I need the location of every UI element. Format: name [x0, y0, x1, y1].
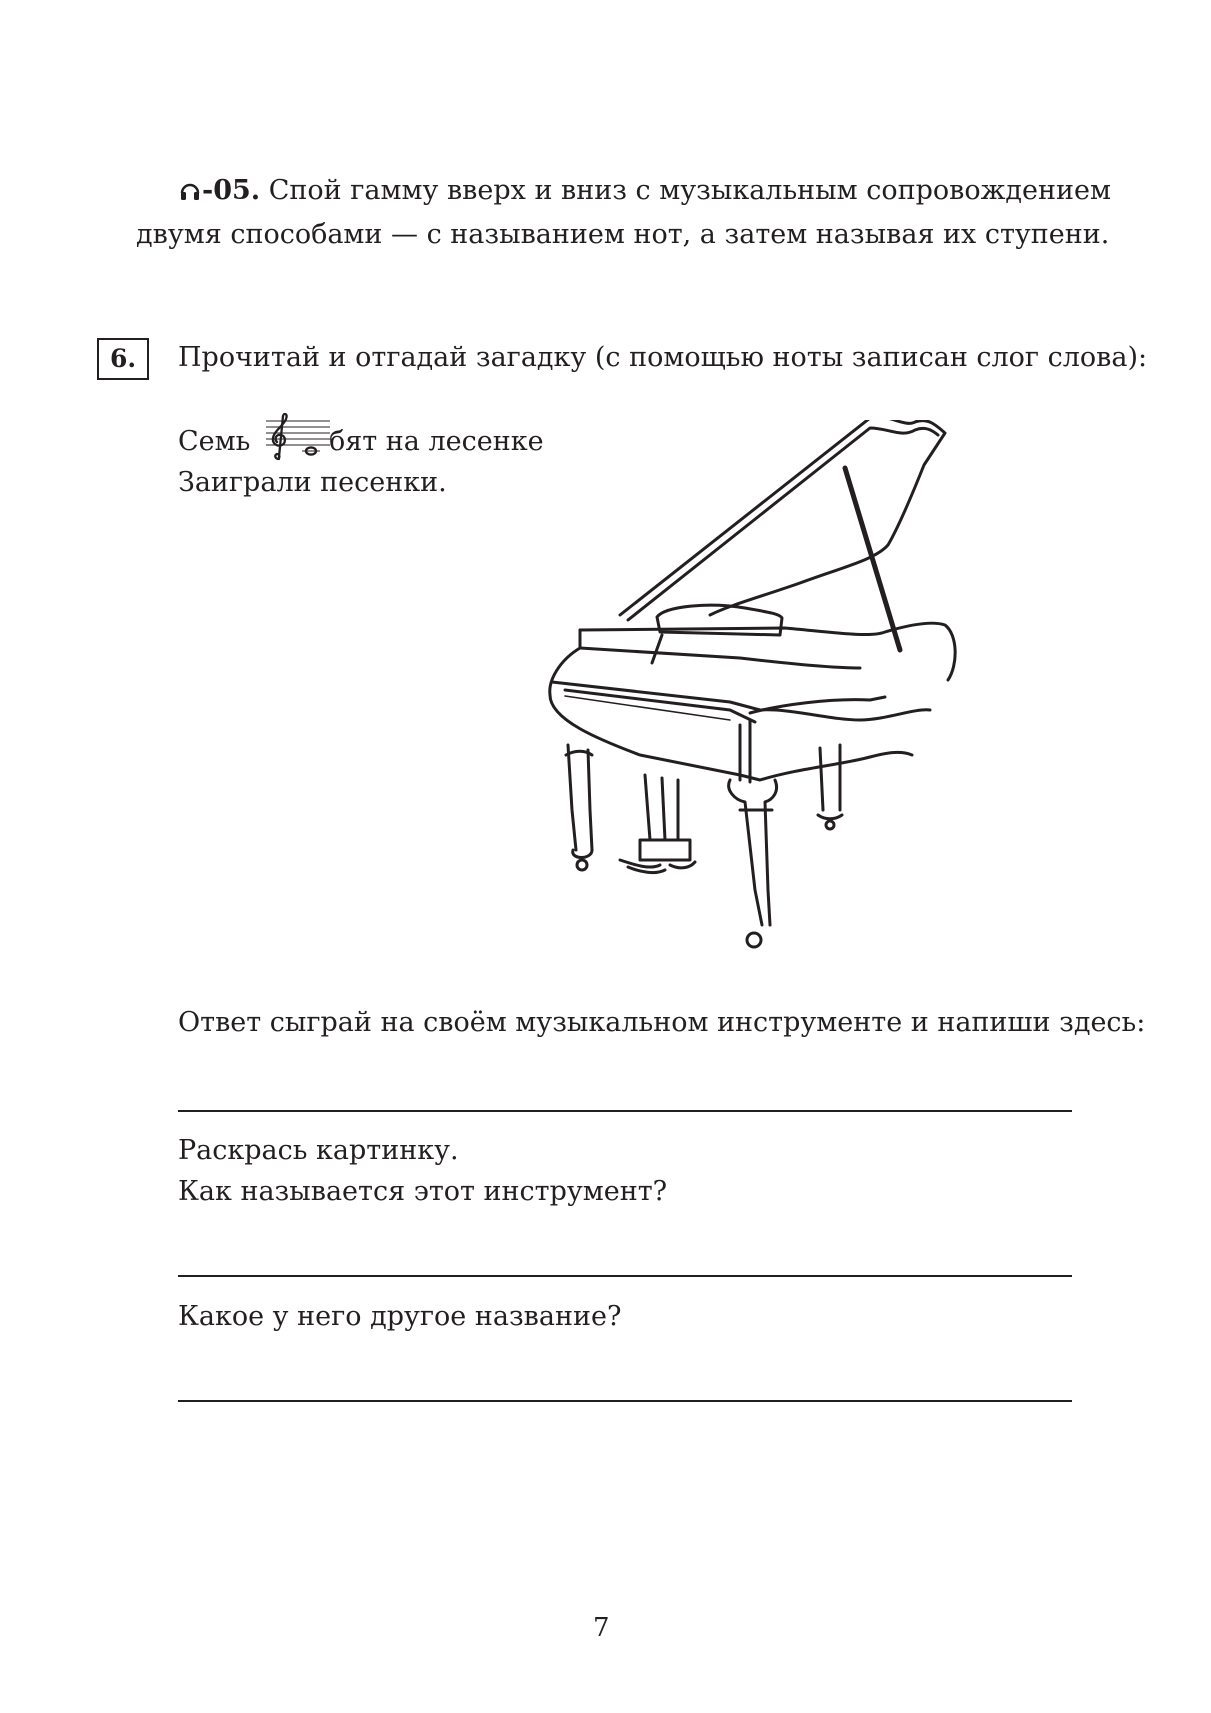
answer-line-1[interactable]: [178, 1110, 1072, 1112]
intro-text-1: Спой гамму вверх и вниз с музыкальным сопровождением: [260, 175, 1112, 206]
riddle-line-1-end: бят на лесенке: [329, 426, 544, 457]
headphones-icon: [179, 174, 201, 214]
intro-line-1: [179, 171, 1112, 214]
question-instrument-name: Как называется этот инструмент?: [178, 1176, 668, 1207]
question-other-name: Какое у него другое название?: [178, 1301, 622, 1332]
grand-piano-illustration: [540, 420, 980, 960]
audio-track-number: -05.: [202, 175, 261, 206]
answer-prompt: Ответ сыграй на своём музыкальном инструменте и напиши здесь:: [178, 1007, 1146, 1038]
riddle-line-1-start: Семь: [178, 426, 251, 457]
answer-line-2[interactable]: [178, 1275, 1072, 1277]
intro-line-2: двумя способами — с называнием нот, а затем называя их ступени.: [136, 219, 1110, 250]
page-number: 7: [593, 1613, 610, 1643]
answer-line-3[interactable]: [178, 1400, 1072, 1402]
treble-clef-icon: [264, 413, 332, 465]
exercise-task-text: Прочитай и отгадай загадку (с помощью ноты записан слог слова):: [178, 342, 1148, 373]
riddle-line-2: Заиграли песенки.: [178, 467, 447, 498]
color-prompt: Раскрась картинку.: [178, 1135, 459, 1166]
exercise-number-box: 6.: [97, 338, 149, 380]
